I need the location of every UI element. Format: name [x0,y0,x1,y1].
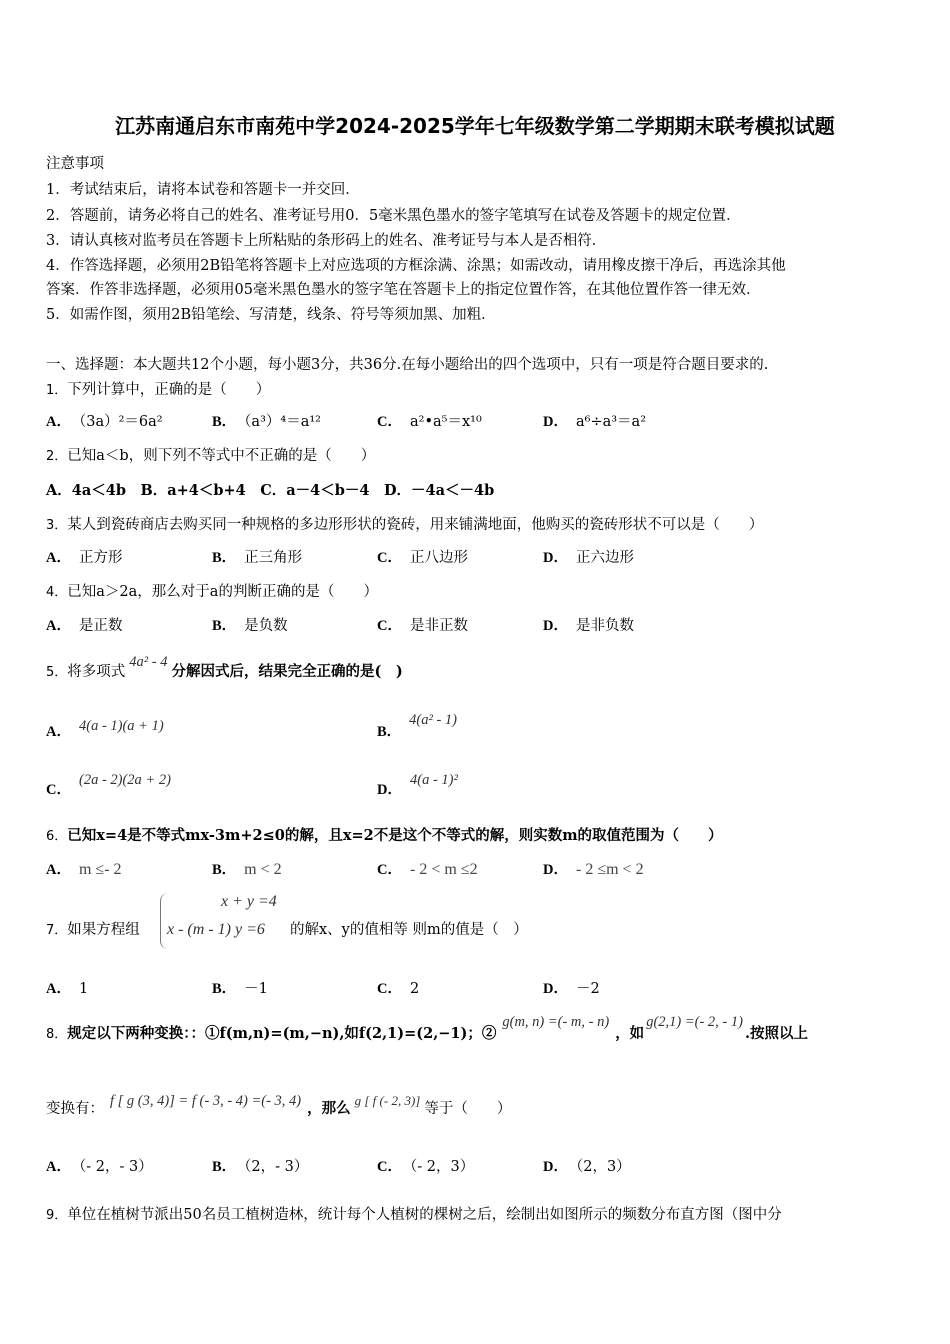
note-item: 1．考试结束后，请将本试卷和答题卡一并交回． [46,182,360,198]
equation-1: x + y =4 [221,893,277,910]
option-c: C． （- 2，3） [377,1159,475,1175]
option-c: C．(2a - 2)(2a + 2) [46,772,171,798]
question-text: 已知a＞2a，那么对于a的判断正确的是（ ） [67,584,378,600]
transform-expression: f [ g (3, 4)] = f (- 3, - 4) =(- 3, 4) [110,1093,302,1109]
question-number: 4． [46,585,68,600]
option-d: D． 正六边形 [543,550,634,566]
option-d: D．4(a - 1)² [377,772,458,798]
option-d: D． 是非负数 [543,618,634,634]
option-c: C． a²•a⁵＝x¹⁰ [377,414,482,430]
section-heading: 一、选择题：本大题共12个小题，每小题3分，共36分.在每小题给出的四个选项中，只有一项是符合题目要求的. [46,357,769,373]
note-item: 4．作答选择题，必须用2B铅笔将答题卡上对应选项的方框涂满、涂黑；如需改动，请用橡皮擦干净后，再选涂其他 [46,258,786,274]
option-c: C． 2 [377,981,420,997]
option-a: A． （3a）²＝6a² [46,414,163,430]
question-number: 8． [46,1027,68,1042]
options-row: A．4a＜4b B．a+4＜b+4 C．a－4＜b－4 D．－4a＜－4b [46,482,495,499]
question-7-tail: 的解x、y的值相等 则m的值是（ ） [290,922,528,938]
question-1 [46,378,270,399]
question-text: 单位在植树节派出50名员工植树造林，统计每个人植树的棵树之后，绘制出如图所示的频数分布直方图（图中分 [67,1207,782,1223]
equation-2: x - (m - 1) y =6 [167,921,265,938]
equation-system [160,893,291,949]
polynomial-expression: 4a² - 4 [129,654,168,670]
question-text: 下列计算中，正确的是（ ） [67,382,271,398]
option-b: B． 是负数 [212,618,288,634]
option-b: B． －1 [212,981,268,997]
option-a: A． （- 2，- 3） [46,1159,153,1175]
option-c: C． 正八边形 [377,550,468,566]
option-b: B． m < 2 [212,861,282,878]
option-a: A． 4(a - 1)(a + 1) [46,718,164,740]
question-text: 已知x=4是不等式mx-3m+2≤0的解，且x=2不是这个不等式的解，则实数m的取值范围为（ ） [67,827,723,844]
question-8: 8．规定以下两种变换：：①f(m,n)=(m,−n),如f(2,1)=(2,−1)；②g(m, n) =(- m, - n)，如g(2,1) =(- 2, - 1).按照以上 [46,1014,809,1042]
option-b: B．4(a² - 1) [377,712,458,740]
option-a: A． 1 [46,981,89,997]
question-number: 7． [46,923,68,938]
question-6 [46,824,723,845]
option-c: C． - 2 < m ≤2 [377,861,478,878]
question-number: 9． [46,1208,68,1223]
option-a: A． m ≤- 2 [46,861,122,878]
option-d: D． （2，3） [543,1159,631,1175]
question-number: 6． [46,829,68,844]
option-b: B． （a³）⁴＝a¹² [212,414,321,430]
option-c: C． 是非正数 [377,618,468,634]
question-number: 3． [46,518,68,533]
question-4 [46,580,378,601]
note-item: 3．请认真核对监考员在答题卡上所粘贴的条形码上的姓名、准考证号与本人是否相符． [46,233,607,249]
question-2 [46,444,375,465]
option-d: D． - 2 ≤m < 2 [543,861,644,878]
page-title: 江苏南通启东市南苑中学2024-2025学年七年级数学第二学期期末联考模拟试题 [115,114,835,138]
note-item: 5．如需作图，须用2B铅笔绘、写清楚，线条、符号等须加黑、加粗． [46,307,496,323]
note-item: 2．答题前，请务必将自己的姓名、准考证号用0．5毫米黑色墨水的签字笔填写在试卷及答题卡的规定位置． [46,208,741,224]
g-example: g(2,1) =(- 2, - 1) [646,1014,743,1030]
option-b: B． （2，- 3） [212,1159,309,1175]
option-d: D． a⁶÷a³＝a² [543,414,647,430]
question-number: 5． [46,665,68,680]
g-definition: g(m, n) =(- m, - n) [502,1014,610,1030]
option-a: A． 正方形 [46,550,123,566]
target-expression: g [ f (- 2, 3)] [354,1093,421,1108]
question-number: 2． [46,449,68,464]
option-a: A． 是正数 [46,618,123,634]
question-9 [46,1203,782,1224]
question-5: 5．将多项式4a² - 4分解因式后，结果完全正确的是( ) [46,654,403,680]
question-8-line2: 变换有： f [ g (3, 4)] = f (- 3, - 4) =(- 3, 4) ，那么 g [ f (- 2, 3)]等于（ ） [46,1093,512,1117]
question-7: 7．如果方程组 [46,922,140,938]
question-text: 某人到瓷砖商店去购买同一种规格的多边形形状的瓷砖，用来铺满地面，他购买的瓷砖形状不可以是（ ） [67,517,764,533]
notes-heading: 注意事项 [46,156,104,172]
note-item: 答案．作答非选择题，必须用05毫米黑色墨水的签字笔在答题卡上的指定位置作答，在其他位置作答一律无效． [46,282,761,298]
option-b: B． 正三角形 [212,550,303,566]
question-3 [46,513,763,534]
option-d: D． －2 [543,981,600,997]
question-text: 已知a＜b，则下列不等式中不正确的是（ ） [67,448,376,464]
question-number: 1． [46,383,68,398]
